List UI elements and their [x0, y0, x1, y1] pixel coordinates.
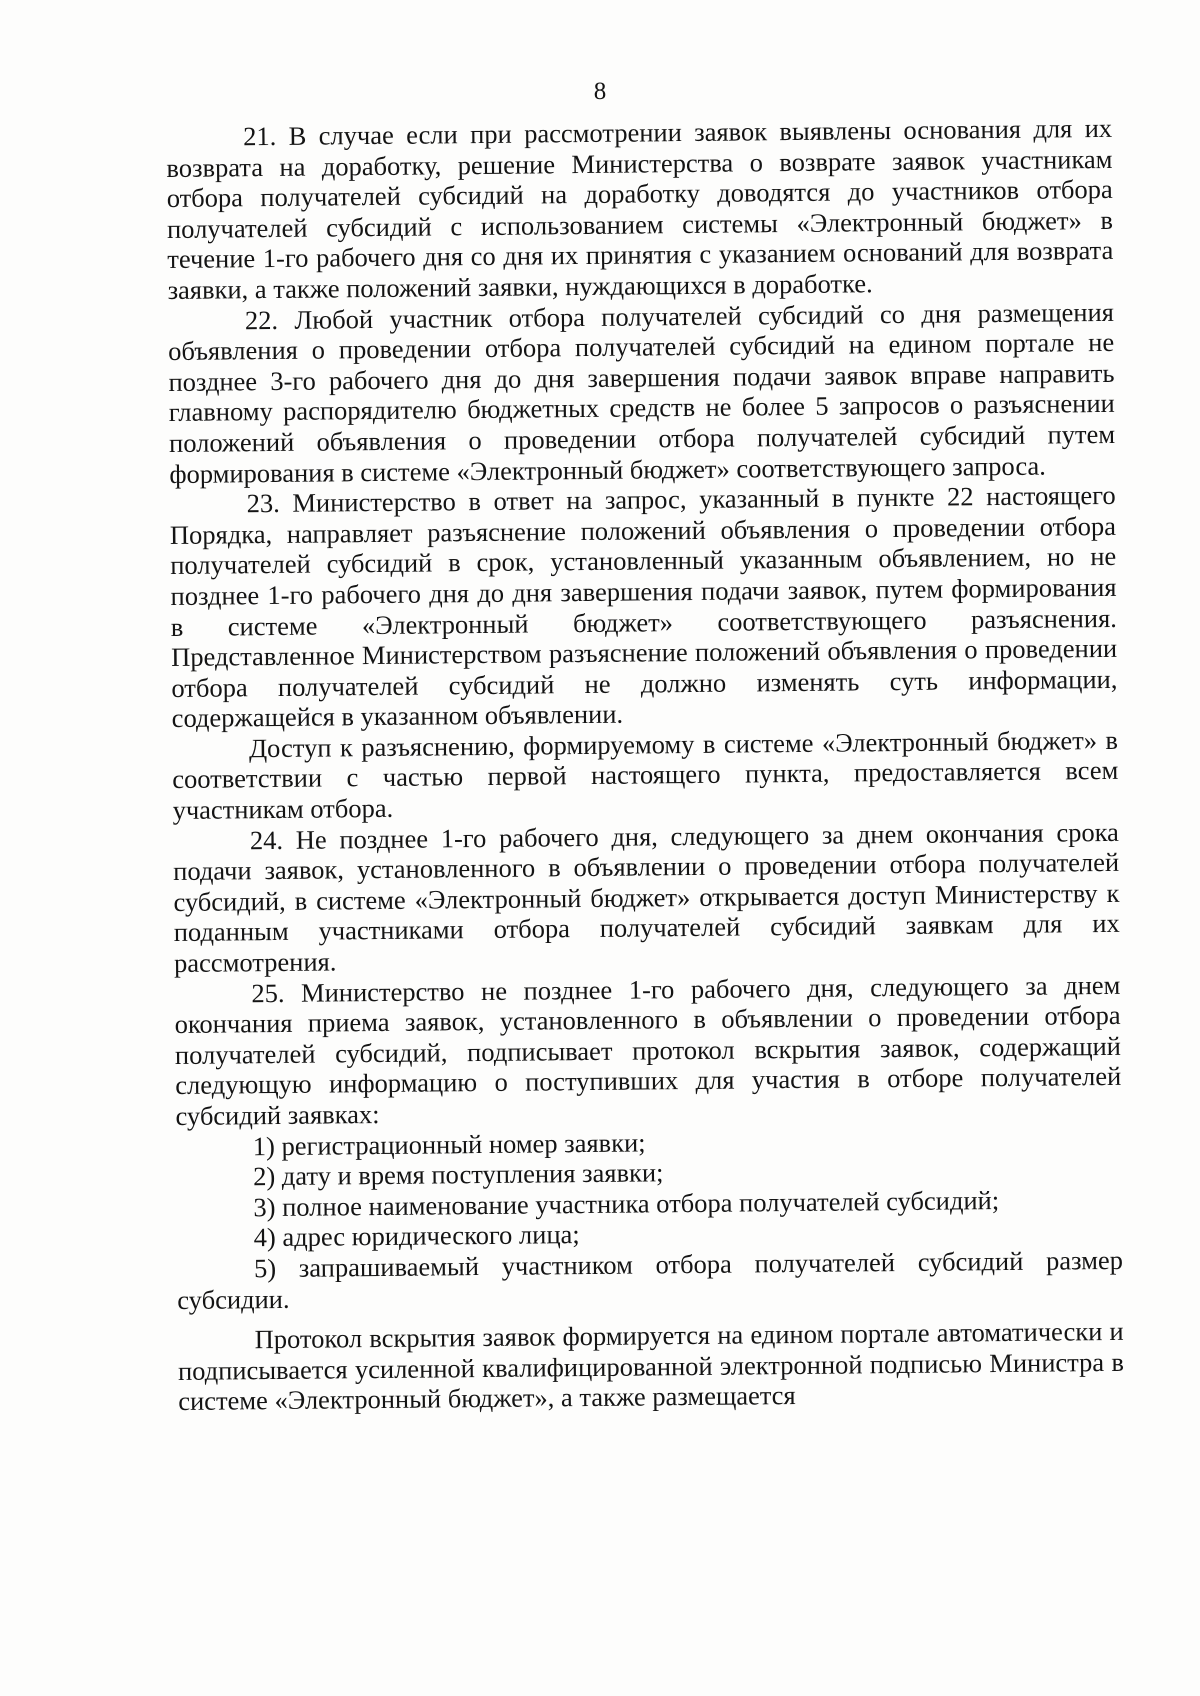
list-item-5: 5) запрашиваемый участником отбора получателей субсидий размер субсидии. [177, 1244, 1124, 1315]
paragraph-24: 24. Не позднее 1-го рабочего дня, следующего за днем окончания срока подачи заявок, установленного в объявлении о проведении отбора получателей субсидий, в системе «Электронный бюджет» открывается доступ Министерству к поданным участниками отбора получателей субсидий заявкам для их рассмотрения. [173, 816, 1120, 978]
list-item-2: 2) дату и время поступления заявки; [252, 1157, 664, 1192]
closing-paragraph: Протокол вскрытия заявок формируется на едином портале автоматически и подписывается усиленной квалифицированной электронной подписью Министра в системе «Электронный бюджет», а также размещается [177, 1316, 1125, 1417]
paragraph-21: 21. В случае если при рассмотрении заявок выявлены основания для их возврата на доработку, решение Министерства о возврате заявок участникам отбора получателей субсидий на доработку доводятся до участников отбора получателей субсидий с использованием системы «Электронный бюджет» в течение 1-го рабочего дня со дня их принятия с указанием оснований для возврата заявки, а также положений заявки, нуждающихся в доработке. [166, 112, 1114, 305]
list-item-3: 3) полное наименование участника отбора получателей субсидий; [253, 1184, 1000, 1222]
document-body [166, 113, 1124, 1417]
page-number: 8 [593, 78, 607, 105]
list-item-1: 1) регистрационный номер заявки; [252, 1127, 646, 1161]
paragraph-23-access: Доступ к разъяснению, формируемому в системе «Электронный бюджет» в соответствии с частью первой настоящего пункта, предоставляется всем участникам отбора. [172, 724, 1119, 826]
paragraph-22: 22. Любой участник отбора получателей субсидий со дня размещения объявления о проведении отбора получателей субсидий на едином портале не позднее 3-го рабочего дня до дня завершения подачи заявок вправе направить главному распорядителю бюджетных средств не более 5 запросов о разъяснении положений объявления о проведении отбора получателей субсидий путем формирования в системе «Электронный бюджет» соответствующего запроса. [168, 296, 1116, 489]
paragraph-25: 25. Министерство не позднее 1-го рабочего дня, следующего за днем окончания приема заявок, установленного в объявлении о проведении отбора получателей субсидий, подписывает протокол вскрытия заявок, содержащий следующую информацию о поступивших для участия в отборе получателей субсидий заявках: [174, 969, 1122, 1131]
list-item-4: 4) адрес юридического лица; [253, 1219, 580, 1253]
paragraph-23: 23. Министерство в ответ на запрос, указанный в пункте 22 настоящего Порядка, направляет разъяснение положений объявления о проведении отбора получателей субсидий в срок, установленный указанным объявлением, но не позднее 1-го рабочего дня до дня завершения подачи заявок, путем формирования в системе «Электронный бюджет» соответствующего разъяснения. Представленное Министерством разъяснение положений объявления о проведении отбора получателей субсидий не должно изменять суть информации, содержащейся в указанном объявлении. [169, 480, 1118, 734]
